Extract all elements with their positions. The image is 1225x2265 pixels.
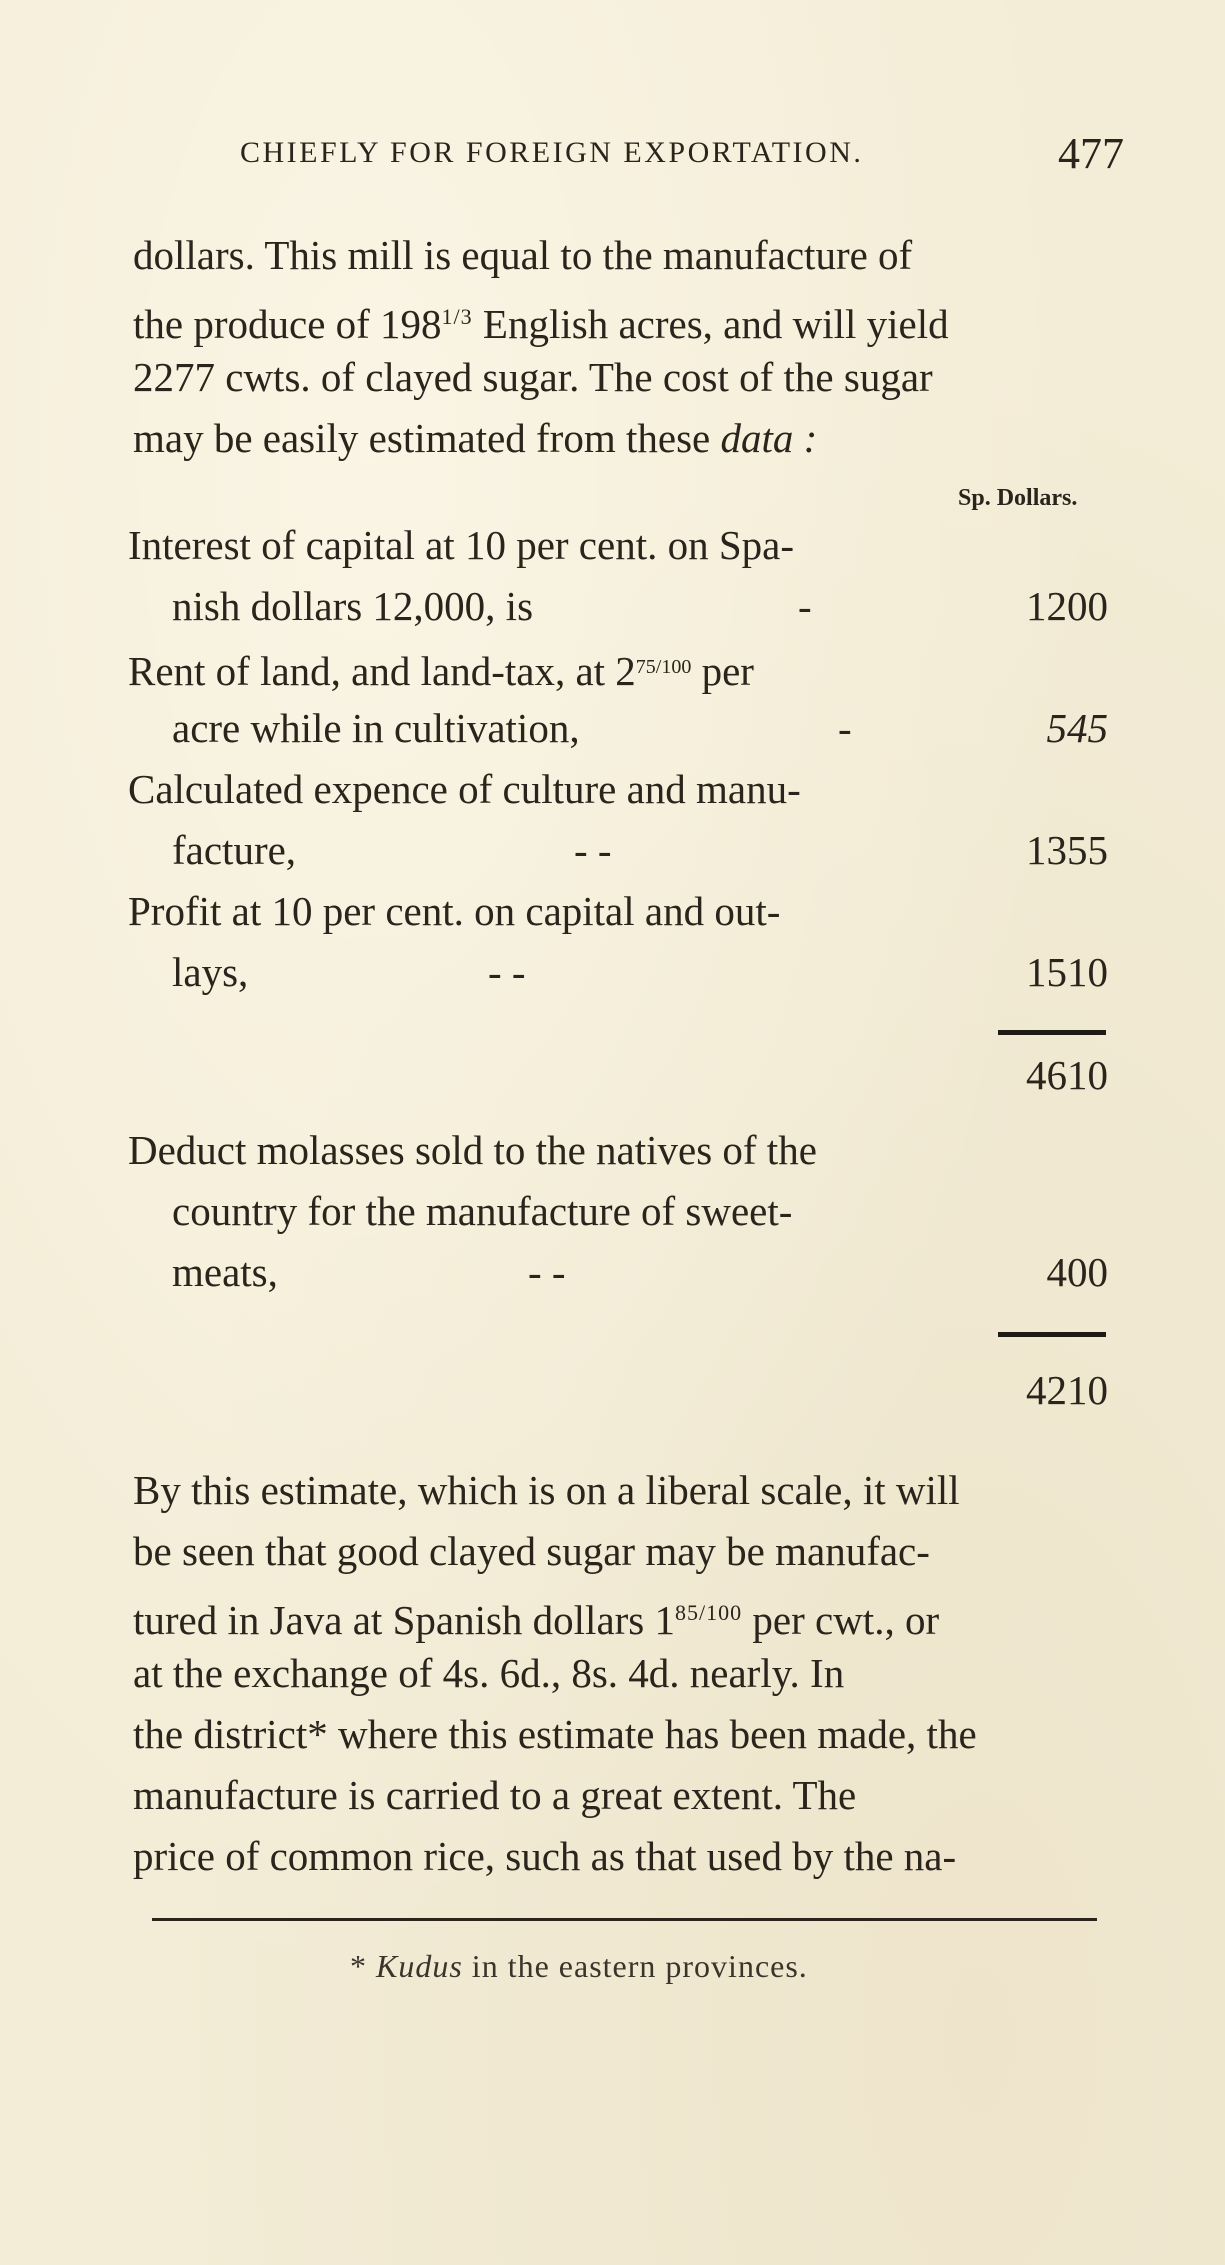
leader-dash: - -: [574, 827, 612, 873]
page-number: 477: [1058, 129, 1124, 178]
row-amount: 1200: [1026, 583, 1108, 629]
footnote-marker: *: [350, 1948, 367, 1984]
fraction: 75/100: [635, 656, 692, 678]
row-label: country for the manufacture of sweet-: [172, 1188, 793, 1234]
text-line: By this estimate, which is on a liberal scale, it will: [133, 1467, 960, 1513]
row-label: lays,: [172, 949, 249, 995]
leader-dash: -: [838, 705, 852, 751]
footnote: [350, 1948, 808, 1985]
text-line: the district* where this estimate has been made, the: [133, 1711, 977, 1757]
subtotal-amount: 4610: [1026, 1052, 1108, 1098]
table-row: [128, 637, 1128, 698]
text-line: manufacture is carried to a great extent. The: [133, 1772, 857, 1818]
italic-word: data :: [720, 415, 818, 461]
closing-paragraph: [133, 1460, 1133, 1887]
text-line: may be easily estimated from these data :: [133, 415, 818, 461]
row-label: nish dollars 12,000, is: [172, 583, 534, 629]
cost-table: [128, 515, 1128, 1003]
deduct-block: [128, 1120, 1128, 1303]
row-label: acre while in cultivation,: [172, 705, 580, 751]
deduct-amount: 400: [1046, 1249, 1108, 1295]
footnote-rule: [152, 1918, 1097, 1921]
table-row: [128, 1181, 1128, 1242]
text-line: at the exchange of 4s. 6d., 8s. 4d. nearly. In: [133, 1650, 845, 1696]
table-row: [128, 820, 1128, 881]
total-rule: [998, 1332, 1106, 1337]
table-row: [128, 942, 1128, 1003]
row-label: Rent of land, and land-tax, at $2^{75/100}$ per: [128, 648, 754, 694]
footnote-place: Kudus: [376, 1948, 463, 1984]
text-line: the produce of $198^{1/3}$ English acres, and will yield: [133, 301, 949, 347]
table-row: [128, 881, 1128, 942]
fraction: 1/3: [441, 304, 473, 329]
row-label: Calculated expence of culture and manu-: [128, 766, 801, 812]
table-row: [128, 1242, 1128, 1303]
row-label: Profit at 10 per cent. on capital and out-: [128, 888, 781, 934]
total-row: [128, 1360, 1128, 1421]
table-row: [128, 515, 1128, 576]
text-line: 2277 cwts. of clayed sugar. The cost of the sugar: [133, 354, 933, 400]
table-row: [128, 576, 1128, 637]
subtotal-row: [128, 1045, 1128, 1106]
sum-rule: [998, 1030, 1106, 1035]
row-label: Deduct molasses sold to the natives of the: [128, 1127, 817, 1173]
fraction: 85/100: [675, 1600, 743, 1625]
column-header: Sp. Dollars.: [958, 485, 1078, 511]
row-amount: 1355: [1026, 827, 1108, 873]
table-row: [128, 698, 1128, 759]
row-amount: 1510: [1026, 949, 1108, 995]
text-line: price of common rice, such as that used by the na-: [133, 1833, 957, 1879]
leader-dash: -: [798, 583, 812, 629]
running-head: CHIEFLY FOR FOREIGN EXPORTATION.: [240, 136, 864, 169]
row-label: meats,: [172, 1249, 278, 1295]
text-line: dollars. This mill is equal to the manufacture of: [133, 232, 913, 278]
table-row: [128, 759, 1128, 820]
leader-dash: - -: [528, 1249, 566, 1295]
total-amount: 4210: [1026, 1367, 1108, 1413]
row-label: Interest of capital at 10 per cent. on Spa-: [128, 522, 794, 568]
text-line: tured in Java at Spanish dollars $1^{85/100}$ per cwt., or: [133, 1597, 940, 1643]
row-label: facture,: [172, 827, 297, 873]
leader-dash: - -: [488, 949, 526, 995]
page-header: [240, 128, 1140, 178]
footnote-text: in the eastern provinces.: [462, 1948, 808, 1984]
row-amount: 545: [1046, 705, 1108, 751]
table-row: [128, 1120, 1128, 1181]
intro-paragraph: [133, 225, 1133, 469]
text-line: be seen that good clayed sugar may be manufac-: [133, 1528, 930, 1574]
